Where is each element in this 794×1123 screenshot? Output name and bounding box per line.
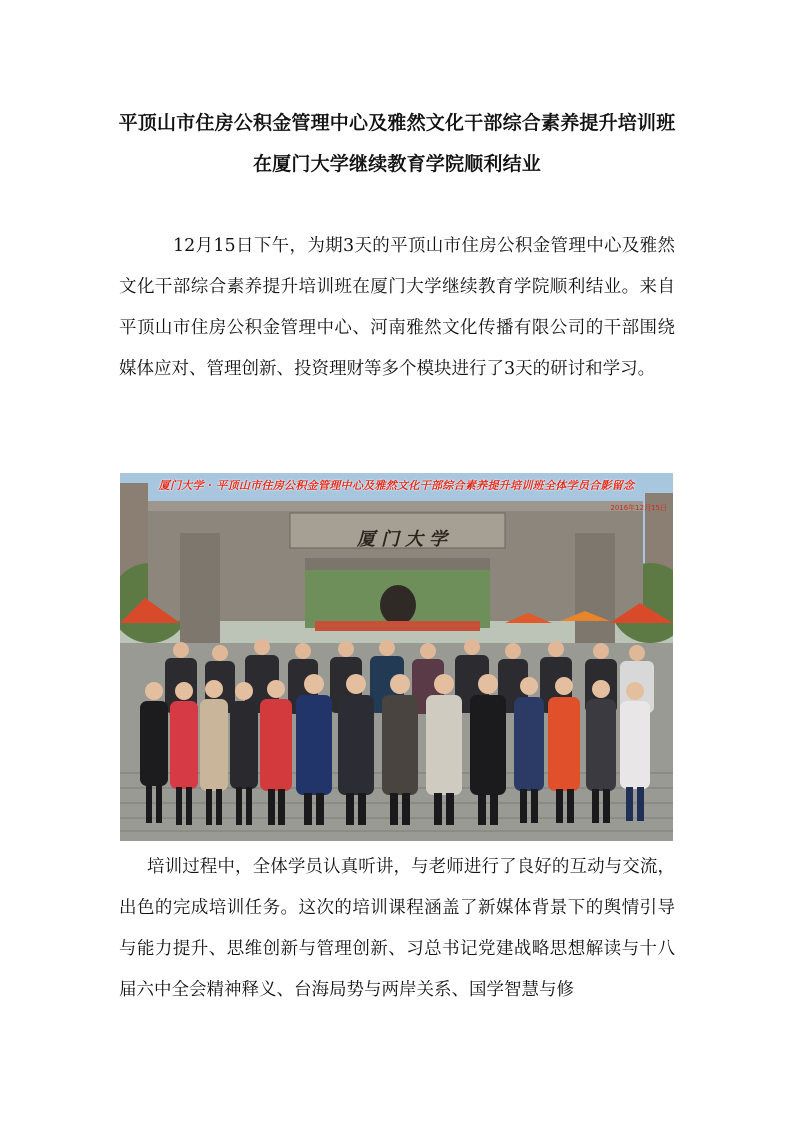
document-title-line-2: 在厦门大学继续教育学院顺利结业	[252, 153, 541, 175]
body-paragraph-1: 12月15日下午，为期3天的平顶山市住房公积金管理中心及雅然文化干部综合素养提升培训班在厦门大学继续教育学院顺利结业。来自平顶山市住房公积金管理中心、河南雅然文化传播有限公司的干部围绕媒体应对、管理创新、投资理财等多个模块进行了3天的研讨和学习。	[119, 236, 675, 379]
gate-sign: 厦门大学	[357, 529, 453, 550]
group-photo	[120, 473, 673, 841]
photo-banner-caption: 厦门大学 · 平顶山市住房公积金管理中心及雅然文化干部综合素养提升培训班全体学员合影留念	[158, 479, 635, 492]
document-title-line-1: 平顶山市住房公积金管理中心及雅然文化干部综合素养提升培训班	[118, 112, 676, 134]
body-paragraph-2: 培训过程中，全体学员认真听讲，与老师进行了良好的互动与交流，出色的完成培训任务。这次的培训课程涵盖了新媒体背景下的舆情引导与能力提升、思维创新与管理创新、习总书记党建战略思想解读与十八届六中全会精神释义、台海局势与两岸关系、国学智慧与修	[119, 857, 675, 1000]
photo-banner-date: 2016年12月15日	[610, 504, 667, 512]
